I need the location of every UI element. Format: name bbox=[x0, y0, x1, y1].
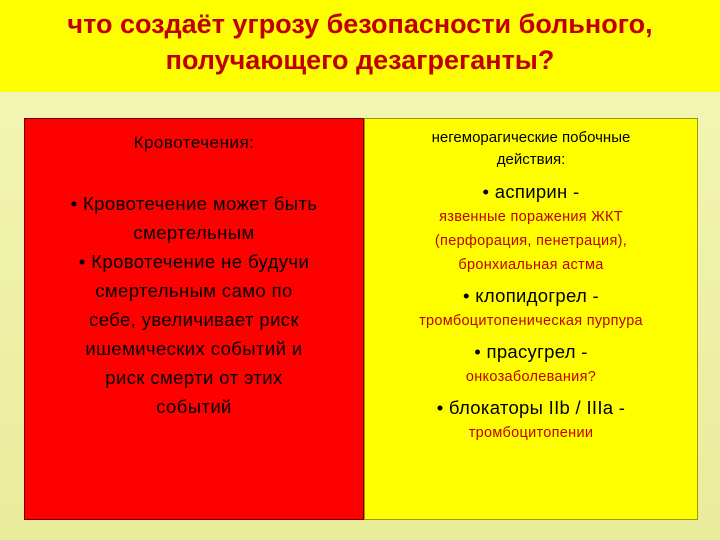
bleeding-line: смертельным само по bbox=[95, 280, 293, 301]
bleeding-line: ишемических событий и bbox=[85, 338, 303, 359]
prasugrel-effect: онкозаболевания? bbox=[465, 369, 597, 385]
drug-prasugrel: • прасугрел - bbox=[474, 341, 588, 362]
bleeding-line: • Кровотечение может быть bbox=[70, 193, 318, 214]
drug-clopidogrel: • клопидогрел - bbox=[463, 285, 599, 306]
drug-list bbox=[365, 179, 697, 445]
side-effects-heading-line-1: негеморагические побочные bbox=[431, 129, 631, 146]
bleeding-line: себе, увеличивает риск bbox=[89, 309, 299, 330]
title-line-1: что создаёт угрозу безопасности больного, bbox=[67, 9, 653, 39]
aspirin-effect: (перфорация, пенетрация), bbox=[434, 233, 628, 249]
aspirin-effect: бронхиальная астма bbox=[458, 257, 604, 273]
bleeding-line: событий bbox=[156, 396, 232, 417]
side-effects-panel bbox=[364, 118, 698, 520]
side-effects-heading-line-2: действия: bbox=[496, 151, 566, 168]
bleeding-text bbox=[29, 189, 359, 421]
side-effects-heading bbox=[365, 127, 697, 171]
gp-blockers-effect: тромбоцитопении bbox=[468, 425, 594, 441]
bleeding-line: смертельным bbox=[133, 222, 255, 243]
aspirin-effect: язвенные поражения ЖКТ bbox=[439, 209, 623, 225]
slide-title bbox=[0, 6, 720, 78]
clopidogrel-effect: тромбоцитопеническая пурпура bbox=[419, 313, 643, 329]
drug-aspirin: • аспирин - bbox=[482, 181, 580, 202]
bleeding-line: риск смерти от этих bbox=[105, 367, 283, 388]
bleeding-panel bbox=[24, 118, 364, 520]
title-line-2: получающего дезагреганты? bbox=[165, 45, 555, 75]
drug-gp-blockers: • блокаторы IIb / IIIa - bbox=[436, 397, 626, 418]
bleeding-line: • Кровотечение не будучи bbox=[78, 251, 310, 272]
bleeding-heading: Кровотечения: bbox=[133, 133, 255, 152]
